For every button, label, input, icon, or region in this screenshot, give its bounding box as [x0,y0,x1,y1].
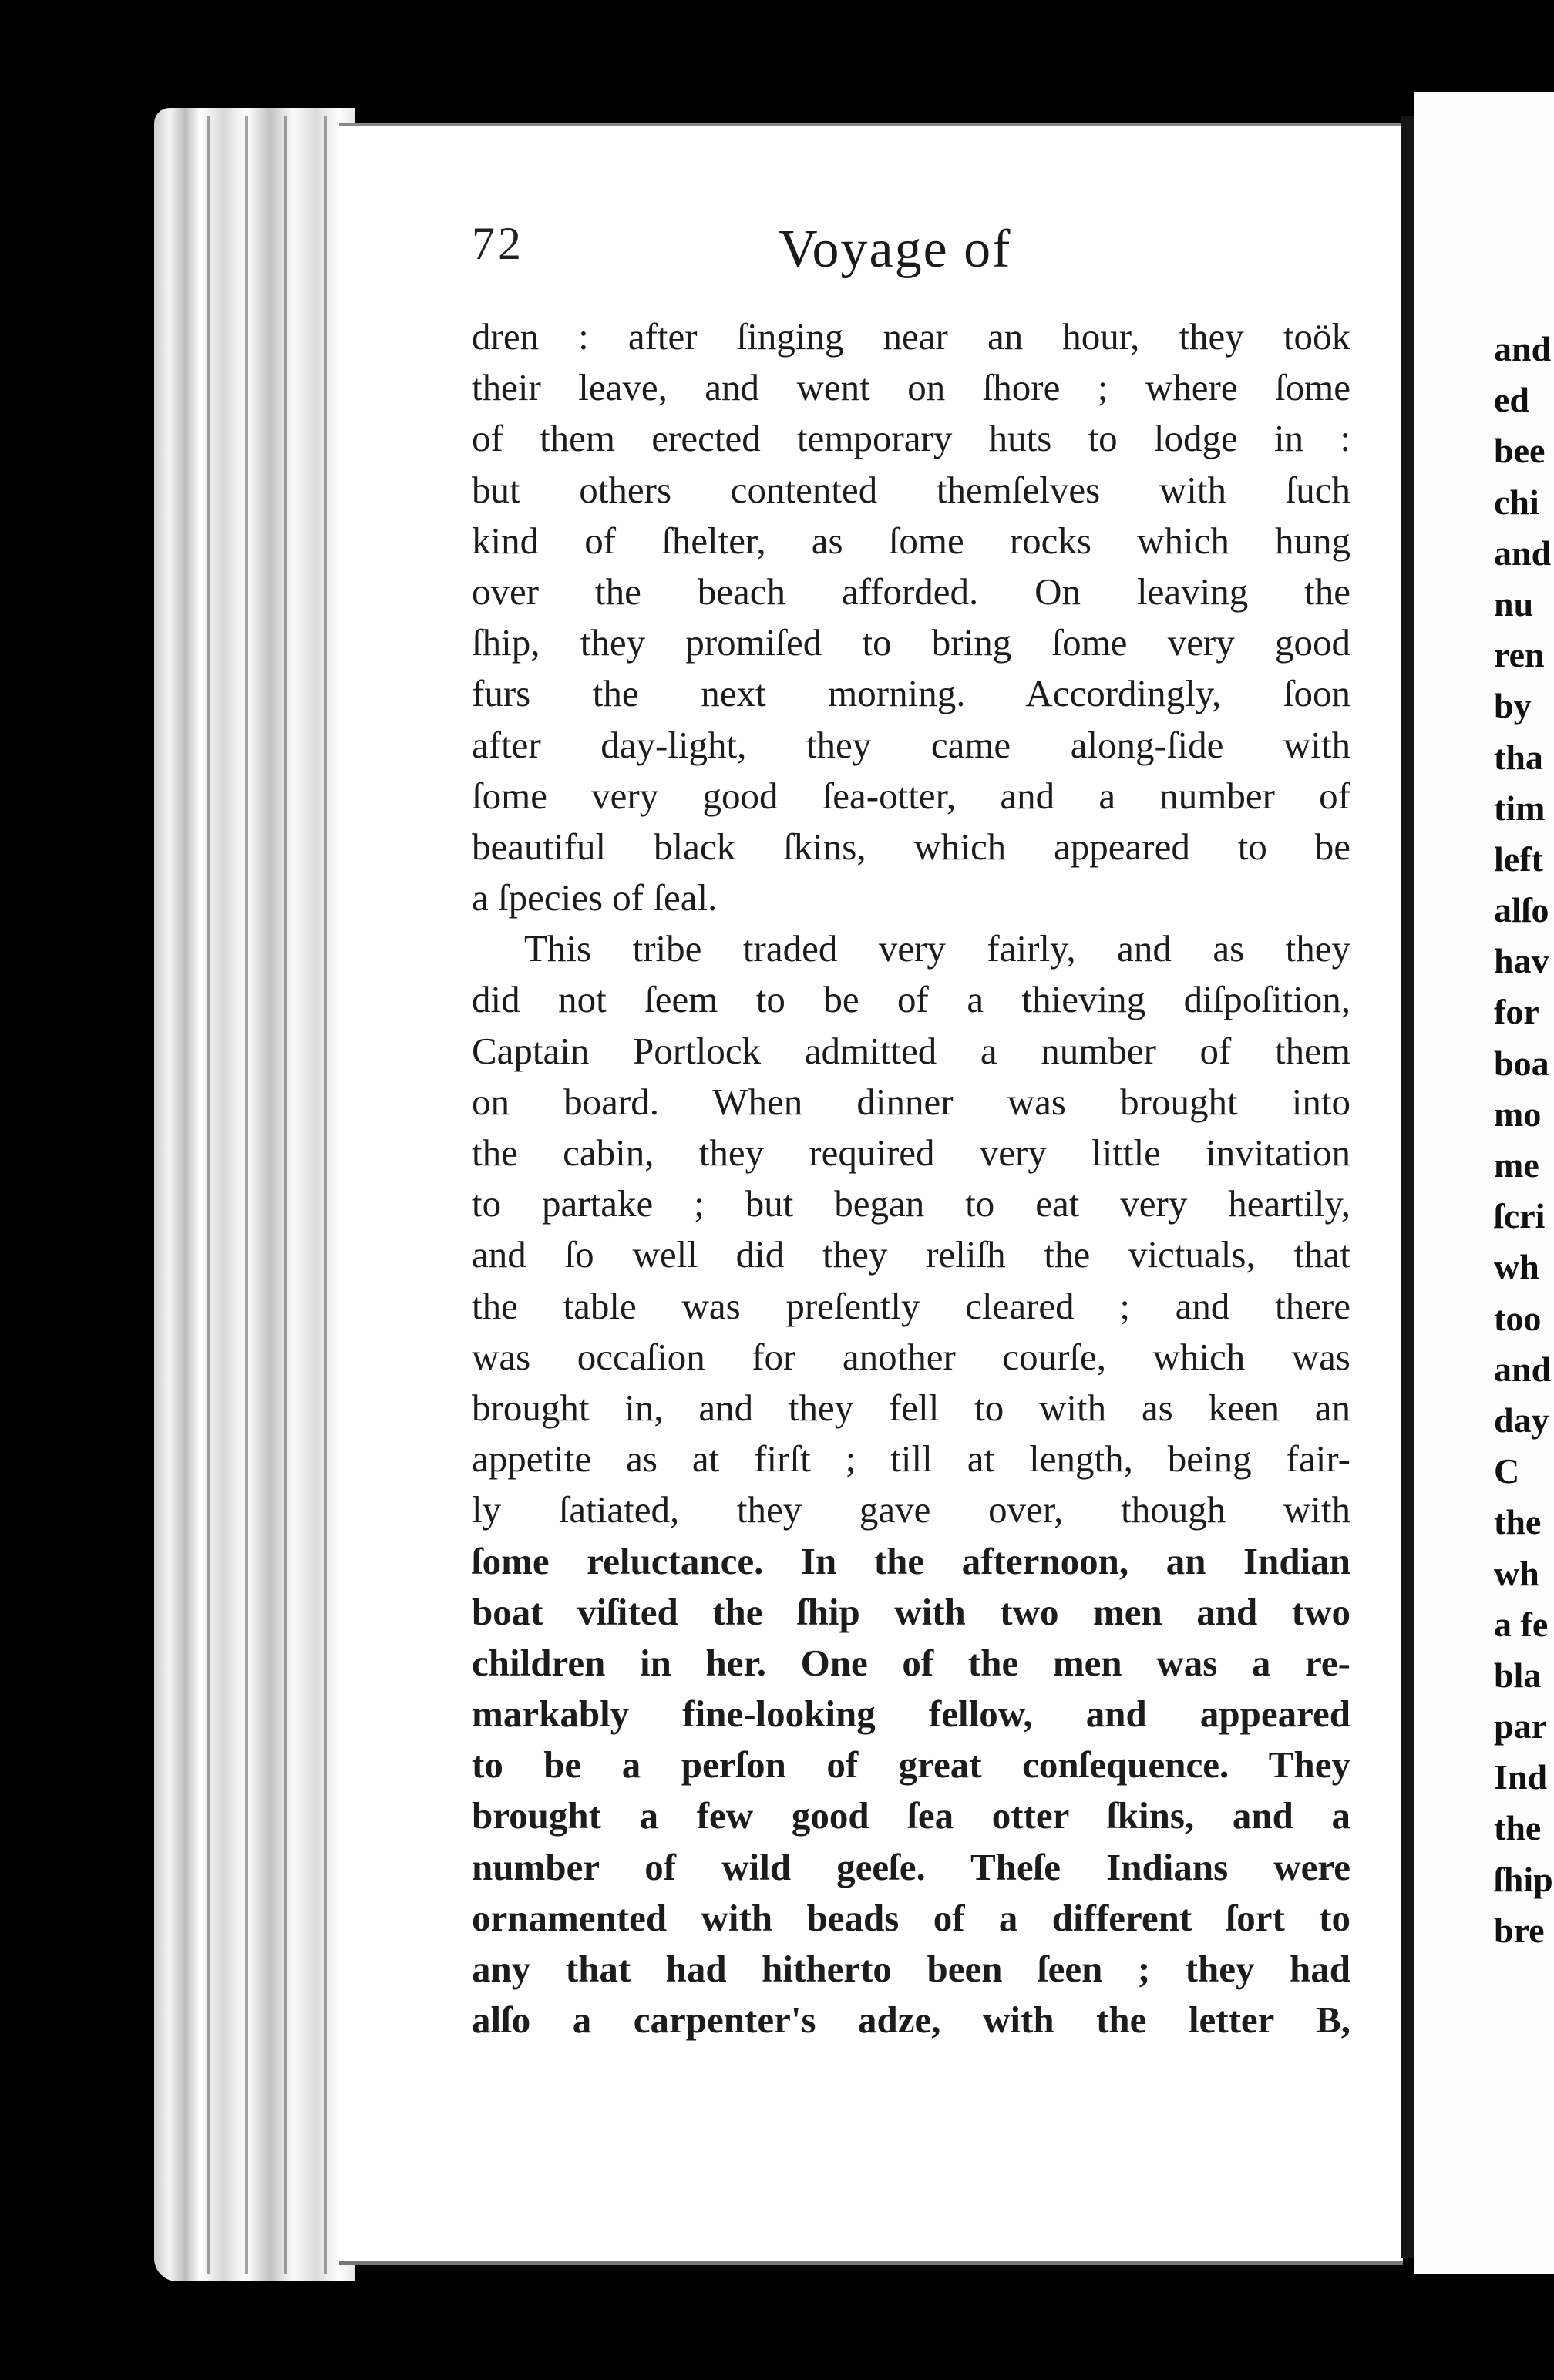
facing-page-fragment: bre [1494,1910,1545,1950]
facing-page-fragment: ed [1494,380,1529,420]
facing-page-fragment: ren [1494,635,1545,675]
text-line: ly ſatiated, they gave over, though with [472,1488,1350,1531]
page-edge-line [324,116,327,2274]
text-line: ſome very good ſea-otter, and a number of [472,774,1350,817]
facing-page-fragment: mo [1494,1094,1542,1134]
text-line: appetite as at firſt ; till at length, being fair- [472,1437,1350,1481]
text-line: This tribe traded very fairly, and as they [524,927,1350,970]
text-line: boat viſited the ſhip with two men and two [472,1590,1350,1633]
text-line: over the beach afforded. On leaving the [472,570,1350,613]
facing-page-fragment: me [1494,1145,1539,1185]
text-line: ſhip, they promiſed to bring ſome very good [472,621,1350,664]
facing-page-fragment: too [1494,1298,1542,1338]
text-line: and ſo well did they reliſh the victuals, that [472,1233,1350,1276]
facing-page-fragment: bee [1494,431,1546,471]
facing-page-fragment: ſcri [1494,1196,1546,1236]
page-number: 72 [472,218,524,269]
text-line: a ſpecies of ſeal. [472,876,718,919]
text-line: number of wild geeſe. Theſe Indians were [472,1845,1350,1888]
facing-page-fragment: wh [1494,1247,1539,1287]
text-line: to partake ; but began to eat very heartily, [472,1182,1350,1225]
text-line: brought a few good ſea otter ſkins, and a [472,1794,1350,1837]
text-line: markably fine-looking fellow, and appeared [472,1693,1350,1736]
text-line: brought in, and they fell to with as keen an [472,1386,1350,1429]
facing-page-fragment: for [1494,992,1539,1032]
facing-page-fragment: C [1494,1451,1520,1491]
page-edge-line [284,116,287,2274]
facing-page-fragment: and [1494,329,1552,368]
facing-page-fragment: par [1494,1706,1547,1746]
text-line: furs the next morning. Accordingly, ſoon [472,672,1350,715]
facing-page-fragment: tha [1494,737,1543,777]
facing-page-fragment: hav [1494,941,1549,981]
text-line: was occaſion for another courſe, which was [472,1335,1350,1378]
text-line: dren : after ſinging near an hour, they toök [472,315,1350,358]
facing-page-fragment: tim [1494,788,1546,828]
text-line: children in her. One of the men was a re- [472,1641,1350,1684]
body-text [472,311,1350,2046]
text-line: ornamented with beads of a different ſort to [472,1896,1350,1939]
facing-page-fragment: alſo [1494,890,1549,930]
text-line: of them erected temporary huts to lodge in : [472,417,1350,460]
text-line: their leave, and went on ſhore ; where ſome [472,366,1350,409]
facing-page-fragment: by [1494,686,1532,726]
text-line: ſome reluctance. In the afternoon, an Indian [472,1539,1350,1582]
facing-page-fragment: chi [1494,482,1539,522]
facing-page-fragment: and [1494,533,1552,573]
facing-page-fragment: boa [1494,1043,1549,1083]
facing-page-fragment: bla [1494,1655,1542,1695]
facing-page-fragment: and [1494,1349,1552,1389]
text-line: beautiful black ſkins, which appeared to be [472,825,1350,868]
facing-page-fragment: ſhip [1494,1859,1553,1899]
facing-page-fragment: left [1494,839,1543,879]
text-line: the cabin, they required very little invitation [472,1131,1350,1174]
facing-page-fragment: nu [1494,583,1534,624]
text-line: Captain Portlock admitted a number of them [472,1029,1350,1072]
text-line: did not ſeem to be of a thieving diſpoſition, [472,978,1350,1021]
book-gutter [1401,116,1414,2258]
facing-page-fragment: Ind [1494,1757,1548,1797]
text-line: kind of ſhelter, as ſome rocks which hung [472,519,1350,562]
page-edge-line [207,116,210,2274]
facing-page-text [1494,324,1553,1956]
text-line: on board. When dinner was brought into [472,1080,1350,1123]
facing-page-fragment: a fe [1494,1604,1549,1644]
facing-page-fragment: the [1494,1808,1542,1848]
facing-page-fragment: day [1494,1400,1549,1440]
text-line: alſo a carpenter's adze, with the letter B, [472,1998,1350,2042]
text-line: but others contented themſelves with ſuch [472,468,1350,511]
facing-page-fragment: wh [1494,1553,1539,1593]
running-title: Voyage of [779,220,1012,279]
page-edge-line [245,116,248,2274]
text-line: to be a perſon of great conſequence. They [472,1743,1350,1787]
text-line: any that had hitherto been ſeen ; they had [472,1948,1350,1990]
text-line: the table was preſently cleared ; and there [472,1284,1350,1327]
facing-page-fragment: the [1494,1502,1542,1542]
text-line: after day-light, they came along-ſide with [472,723,1350,766]
